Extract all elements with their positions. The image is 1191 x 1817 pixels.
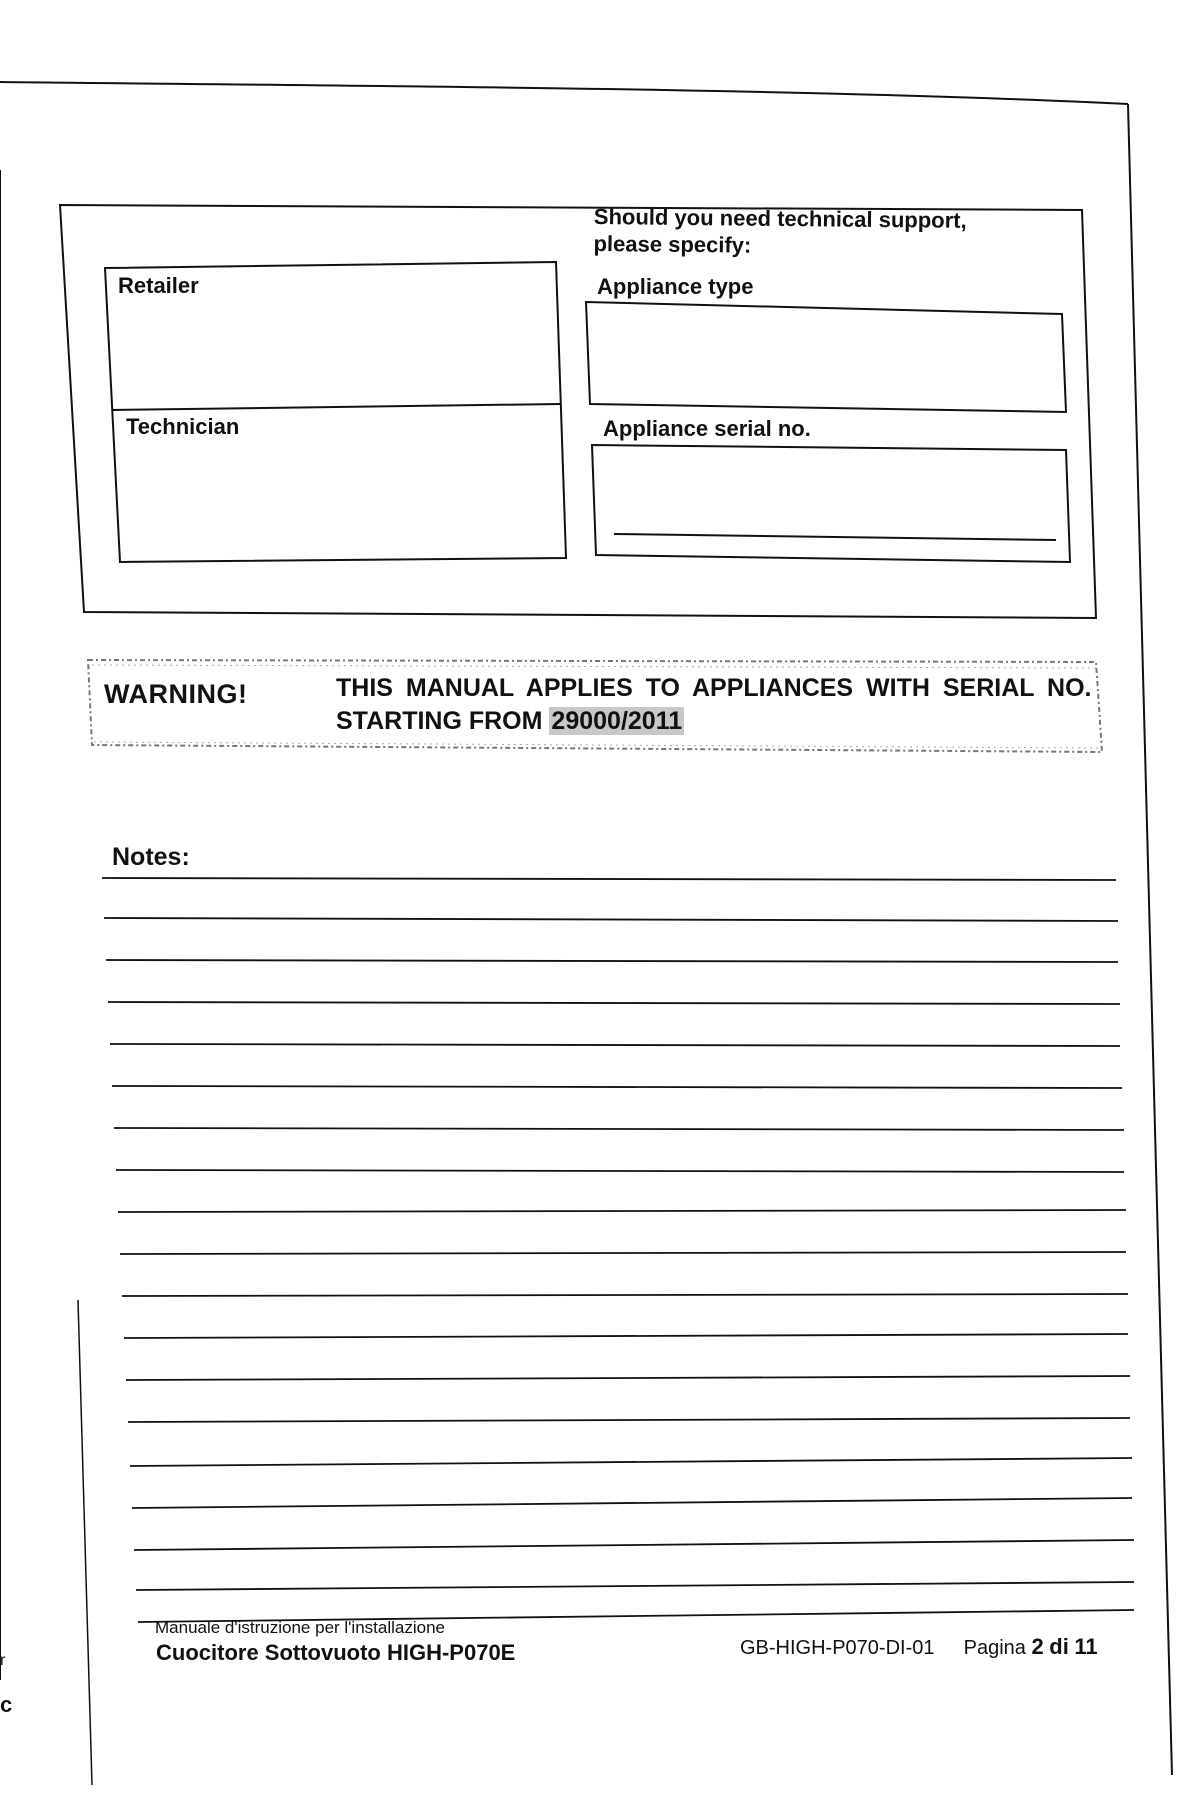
support-prompt: Should you need technical support, please specify:	[593, 203, 967, 258]
footer-page-of: di	[1049, 1634, 1069, 1659]
footer-page-word: Pagina	[963, 1637, 1026, 1659]
edge-mark-bottom: c	[0, 1692, 13, 1717]
footer-page-current: 2	[1031, 1634, 1044, 1659]
warning-text-line1: THIS MANUAL APPLIES TO APPLIANCES WITH SERIAL NO.	[336, 674, 1092, 702]
warning-text-line2	[336, 705, 1096, 738]
footer-doc-code: GB-HIGH-P070-DI-01	[740, 1637, 935, 1659]
warning-text-prefix: STARTING FROM	[336, 707, 543, 735]
notes-lines	[102, 878, 1134, 1622]
footer-page-total: 11	[1074, 1634, 1098, 1659]
footer-page-info	[740, 1634, 1098, 1660]
footer-title: Cuocitore Sottovuoto HIGH-P070E	[156, 1640, 516, 1665]
retailer-technician-frame	[105, 262, 566, 562]
notes-title: Notes:	[112, 843, 190, 871]
footer-subtitle: Manuale d'istruzione per l'installazione	[155, 1618, 445, 1637]
appliance-serial-label: Appliance serial no.	[603, 416, 811, 441]
warning-title: WARNING!	[104, 679, 248, 709]
edge-mark-top: r	[0, 1652, 6, 1669]
appliance-serial-frame	[592, 445, 1070, 562]
technician-label: Technician	[126, 414, 240, 439]
appliance-type-label: Appliance type	[597, 274, 754, 299]
warning-text	[336, 672, 1096, 738]
appliance-type-frame	[586, 302, 1066, 412]
retailer-label: Retailer	[118, 273, 199, 298]
warning-serial-highlight: 29000/2011	[551, 707, 683, 735]
